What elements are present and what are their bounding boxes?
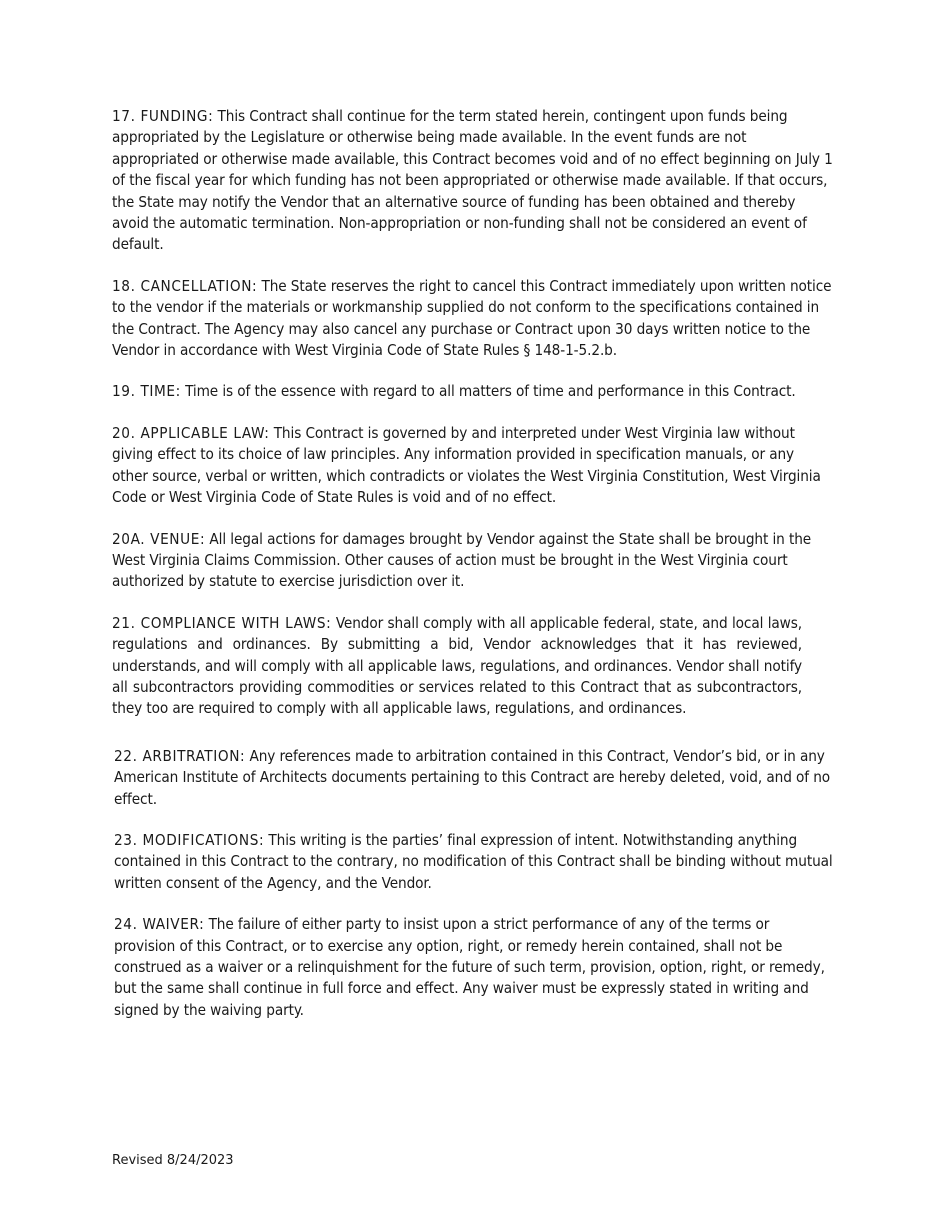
clause-17-funding <box>112 106 834 256</box>
clause-body: This Contract is governed by and interpreted under West Virginia law without giving effect to its choice of law principles. Any information provided in specification manuals, or any other source, verbal or written, which contradicts or violates the West Virginia Constitution, West Virginia Code or West Virginia Code of State Rules is void and of no effect. <box>112 423 821 507</box>
clause-20-applicable-law <box>112 423 834 509</box>
clause-24-waiver <box>112 914 834 1021</box>
clause-body: This Contract shall continue for the term stated herein, contingent upon funds being appropriated by the Legislature or otherwise being made available. In the event funds are not appropriated or otherwise made available, this Contract becomes void and of no effect beginning on July 1 of the fiscal year for which funding has not been appropriated or otherwise made available. If that occurs, the State may notify the Vendor that an alternative source of funding has been obtained and thereby avoid the automatic termination. Non-appropriation or non-funding shall not be considered an event of default. <box>112 107 833 254</box>
clause-body: The State reserves the right to cancel this Contract immediately upon written notice to the vendor if the materials or workmanship supplied do not conform to the specifications contained in the Contract. The Agency may also cancel any purchase or Contract upon 30 days written notice to the Vendor in accordance with West Virginia Code of State Rules § 148-1-5.2.b. <box>112 276 832 360</box>
clause-heading: 18. CANCELLATION: <box>112 276 258 295</box>
clause-body: Time is of the essence with regard to all matters of time and performance in this Contract. <box>180 382 796 401</box>
clause-body: All legal actions for damages brought by Vendor against the State shall be brought in the West Virginia Claims Commission. Other causes of action must be brought in the West Virginia court authorized by statute to exercise jurisdiction over it. <box>112 529 812 591</box>
clause-heading: 20A. VENUE: <box>112 529 206 548</box>
clause-heading: 19. TIME: <box>112 382 181 401</box>
clause-body: This writing is the parties’ final expression of intent. Notwithstanding anything contained in this Contract to the contrary, no modification of this Contract shall be binding without mutual written consent of the Agency, and the Vendor. <box>114 830 833 892</box>
clause-heading: 24. WAIVER: <box>114 915 205 934</box>
clause-23-modifications <box>112 830 834 894</box>
revision-footer: Revised 8/24/2023 <box>112 1153 234 1168</box>
clause-20a-venue <box>112 529 834 593</box>
clause-heading: 17. FUNDING: <box>112 107 214 125</box>
clause-body: The failure of either party to insist upon a strict performance of any of the terms or provision of this Contract, or to exercise any option, right, or remedy herein contained, shall not be construed as a waiver or a relinquishment for the future of such term, provision, option, right, or remedy, but the same shall continue in full force and effect. Any waiver must be expressly stated in writing and signed by the waiving party. <box>114 915 825 1019</box>
clause-body: Vendor shall comply with all applicable federal, state, and local laws, regulations and ordinances. By submitting a bid, Vendor acknowledges that it has reviewed, understands, and will comply with all applicable laws, regulations, and ordinances. Vendor shall notify all subcontractors providing commodities or services related to this Contract that as subcontractors, they too are required to comply with all applicable laws, regulations, and ordinances. <box>112 613 803 718</box>
clause-heading: 21. COMPLIANCE WITH LAWS: <box>112 613 332 632</box>
document-body <box>112 106 834 1021</box>
clause-22-arbitration <box>112 746 834 810</box>
clause-21-compliance-with-laws <box>112 613 802 720</box>
clause-heading: 23. MODIFICATIONS: <box>114 830 265 849</box>
clause-body: Any references made to arbitration contained in this Contract, Vendor’s bid, or in any American Institute of Architects documents pertaining to this Contract are hereby deleted, void, and of no effect. <box>114 746 831 808</box>
clause-18-cancellation <box>112 276 834 362</box>
clause-19-time <box>112 381 834 402</box>
clause-heading: 22. ARBITRATION: <box>114 746 246 765</box>
clause-heading: 20. APPLICABLE LAW: <box>112 423 270 442</box>
